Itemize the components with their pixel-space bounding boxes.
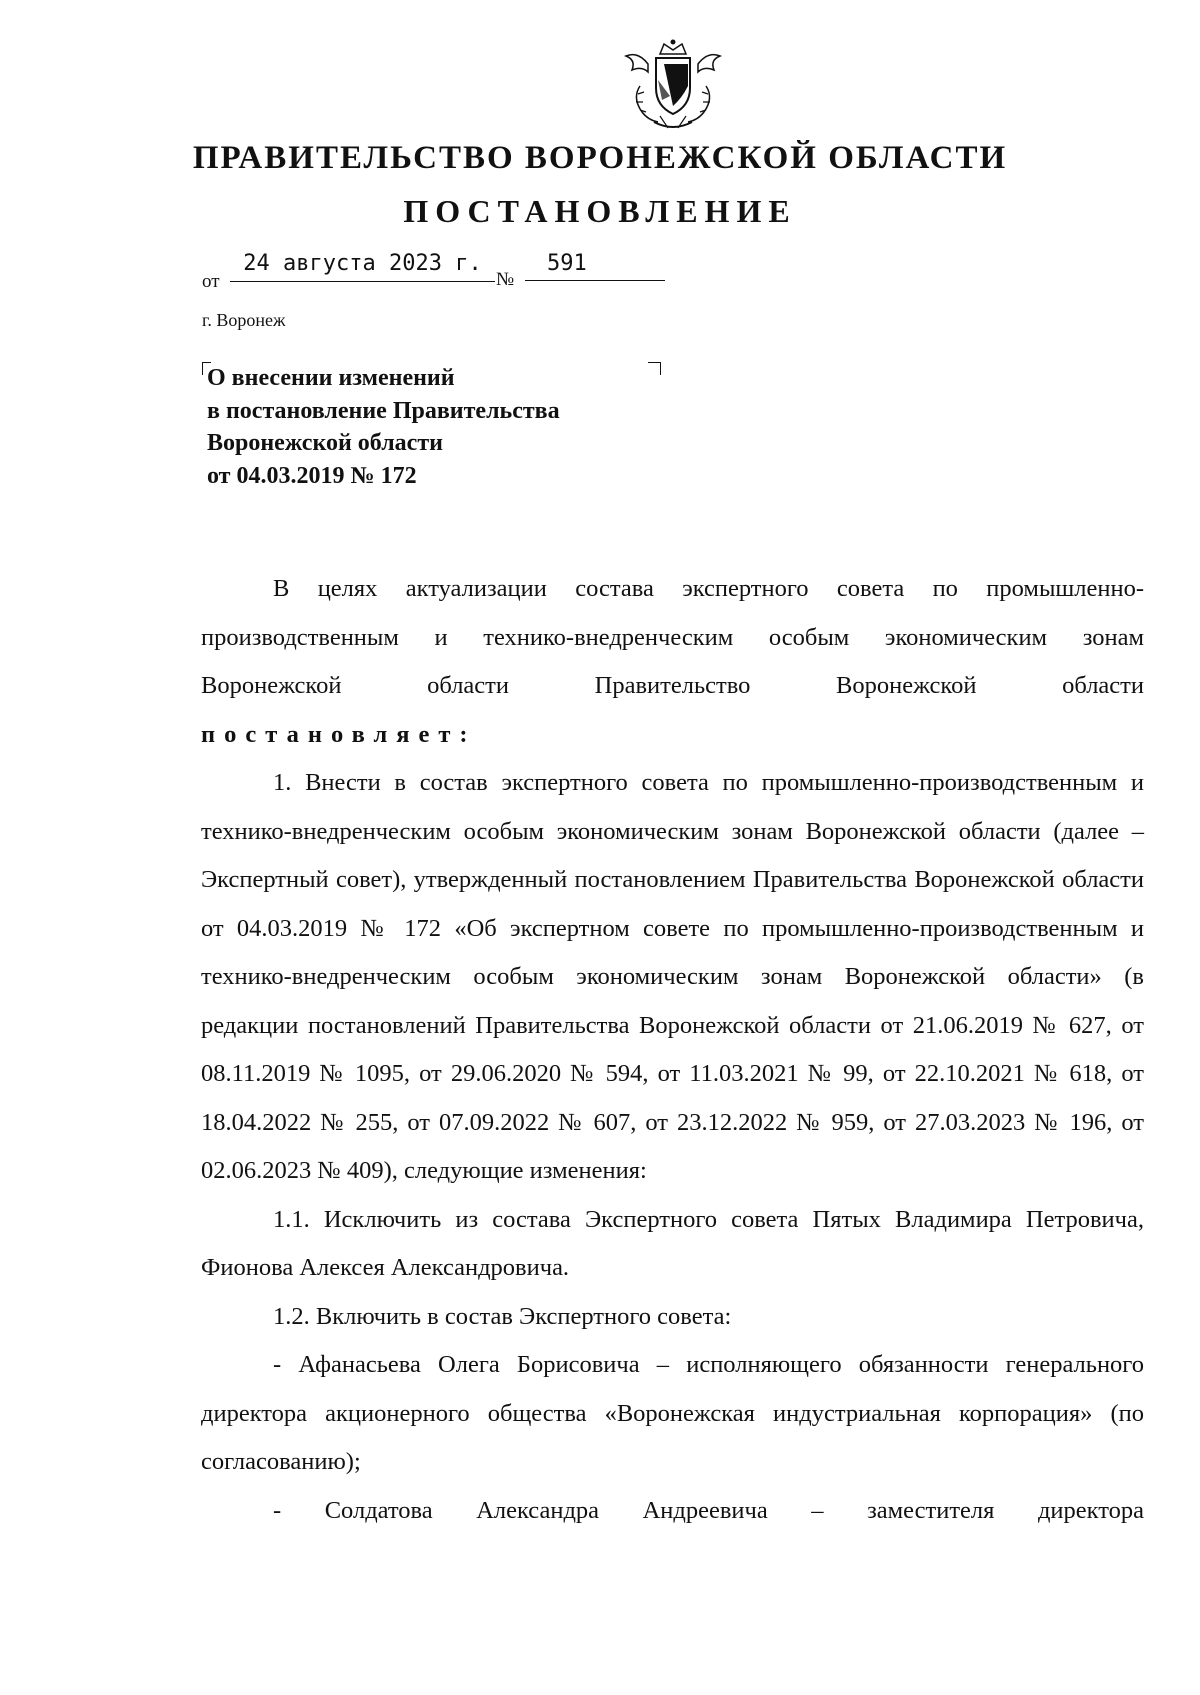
paragraph-1: 1. Внести в состав экспертного совета по промышленно-производственным и технико-внедренческим особым экономическим зонам Воронежской области (далее – Экспертный совет), утвержденный постановлением Правительства Воронежской области от 04.03.2019 № 172 «Об экспертном совете по промышленно-производственным и технико-внедренческим особым экономическим зонам Воронежской области» (в редакции постановлений Правительства Воронежской области от 21.06.2019 № 627, от 08.11.2019 № 1095, от 29.06.2020 № 594, от 11.03.2021 № 99, от 22.10.2021 № 618, от 18.04.2022 № 255, от 07.09.2022 № 607, от 23.12.2022 № 959, от 27.03.2023 № 196, от 02.06.2023 № 409), следующие изменения: (201, 769, 1144, 1184)
list-item: - Афанасьева Олега Борисовича – исполняющего обязанности генерального директора акционерного общества «Воронежская индустриальная корпорация» (по согласованию); (201, 1351, 1144, 1475)
city: г. Воронеж (202, 310, 286, 330)
document-subject (207, 362, 560, 492)
subject-bracket-right (648, 362, 661, 375)
document-body (201, 565, 1144, 1535)
preamble-line: производственным и технико-внедренческим особым экономическим зонам (201, 623, 1144, 651)
list-item: - Солдатова Александра Андреевича – заместителя директора (273, 1496, 1144, 1524)
number-sign: № (496, 269, 515, 290)
document-date: 24 августа 2023 г. (230, 251, 495, 282)
document-number: 591 (525, 251, 665, 281)
subject-line: Воронежской области (207, 430, 443, 456)
document-type-title: ПОСТАНОВЛЕНИЕ (403, 193, 797, 229)
date-prefix: от (202, 271, 220, 292)
coat-of-arms-icon (618, 36, 728, 136)
resolves-word: постановляет: (201, 720, 477, 748)
paragraph-1-1: 1.1. Исключить из состава Экспертного совета Пятых Владимира Петровича, Фионова Алексея Александровича. (201, 1205, 1144, 1281)
organization-title: ПРАВИТЕЛЬСТВО ВОРОНЕЖСКОЙ ОБЛАСТИ (192, 140, 1008, 176)
subject-line: О внесении изменений (207, 365, 455, 391)
subject-line: от 04.03.2019 № 172 (207, 462, 417, 489)
subject-line: в постановление Правительства (207, 397, 560, 424)
paragraph-1-2: 1.2. Включить в состав Экспертного совета: (273, 1302, 732, 1330)
preamble-line: Воронежской области Правительство Воронежской области (201, 672, 1144, 699)
preamble-line: В целях актуализации состава экспертного совета по промышленно- (273, 575, 1144, 602)
